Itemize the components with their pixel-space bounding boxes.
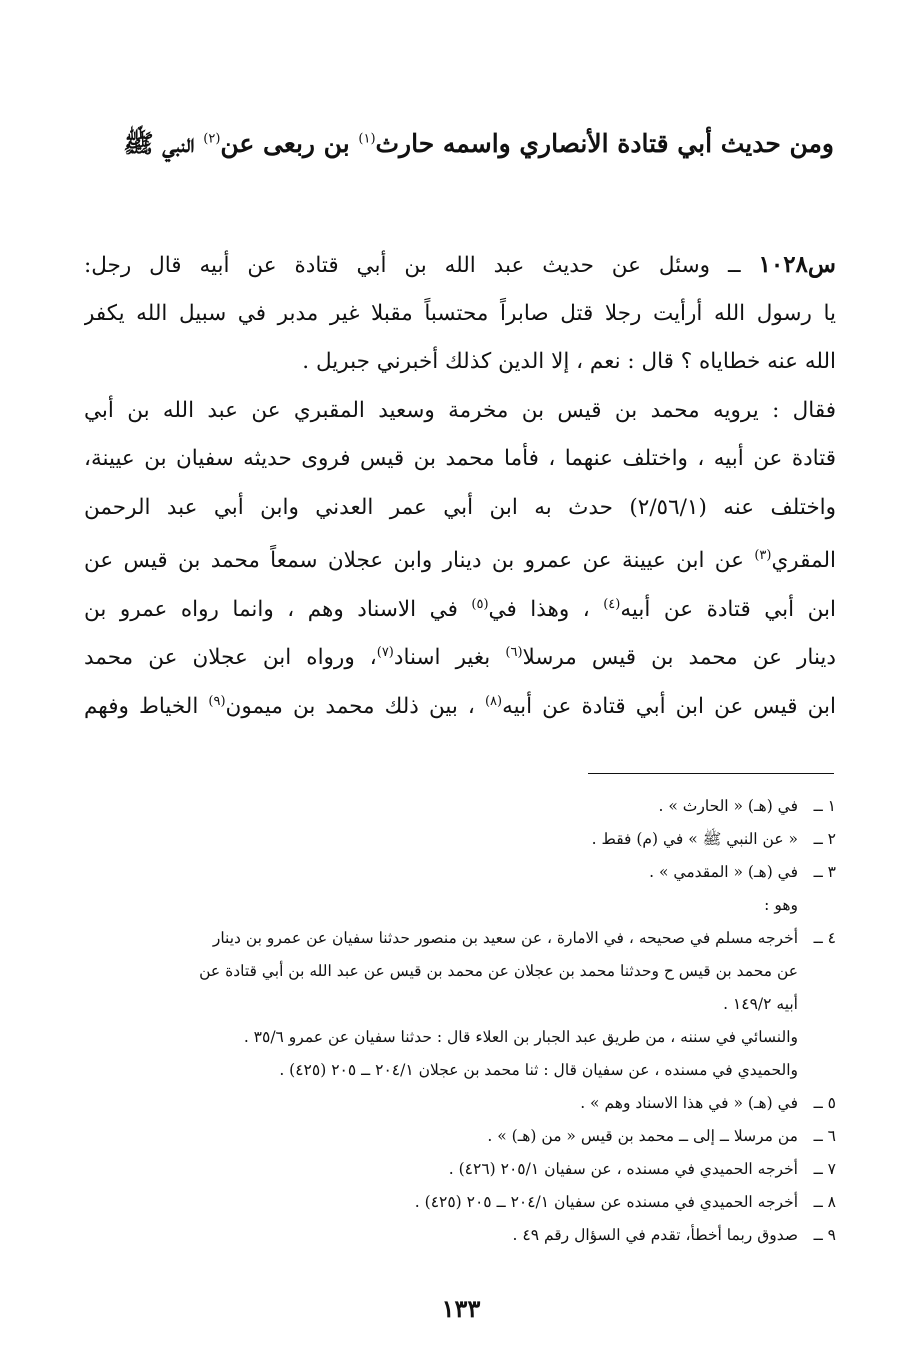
footnote-4 [84,922,836,1087]
text-line-10-b: ، بين ذلك محمد بن ميمون [225,693,485,719]
footnote-text: في (هـ) « في هذا الاسناد وهم » . [580,1094,798,1112]
footnote-number: ٩ ــ [813,1226,836,1244]
footnote-number: ٥ ــ [813,1094,836,1112]
footnote-ref-7: (٧) [376,645,394,660]
text-line-2: يا رسول الله أرأيت رجلا قتل صابراً محتسباً مقبلا غير مدبر في سبيل الله يكفر [84,300,836,326]
text-line-7-a: المقري [771,548,836,574]
text-line-9 [84,629,836,678]
heading-text-2: بن ربعى عن [220,129,359,158]
text-line-4: فقال : يرويه محمد بن قيس بن مخرمة وسعيد المقبري عن عبد الله بن أبي [84,397,836,423]
text-line-8 [84,581,836,630]
footnote-text: في (هـ) « المقدمي » . [649,863,798,881]
footnote-3 [84,856,836,889]
text-line-10-a: ابن قيس عن ابن أبي قتادة عن أبيه [502,693,836,719]
footnote-ref-6: (٦) [505,645,523,660]
footnote-number: ٦ ــ [813,1127,836,1145]
page-number: ١٣٣ [441,1294,481,1323]
text-line-8-a: ابن أبي قتادة عن أبيه [620,596,836,622]
footnote-ref-9: (٩) [208,693,226,709]
footnote-4-line-5: والحميدي في مسنده ، عن سفيان قال : ثنا محمد بن عجلان ٢٠٤/١ ــ ٢٠٥ (٤٢٥) . [279,1061,798,1079]
footnote-1 [84,790,836,823]
footnote-2 [84,823,836,856]
text-line-1-rest: ــ وسئل عن حديث عبد الله بن أبي قتادة عن أبيه قال رجل: [84,253,759,278]
text-line-10 [84,678,836,727]
text-line-5: قتادة عن أبيه ، واختلف عنهما ، فأما محمد بن قيس فروى حديثه سفيان بن عيينة، [84,446,836,471]
footnote-4-line-3: أبيه ١٤٩/٢ . [723,995,798,1013]
question-number: س١٠٢٨ [758,251,836,278]
text-line-9-b: بغير اسناد [393,645,506,671]
footnote-8 [84,1186,836,1219]
footnote-text: أخرجه الحميدي في مسنده ، عن سفيان ٢٠٥/١ (٤٢٦) . [448,1160,798,1178]
footnote-9 [84,1219,836,1252]
footnote-4-line-4: والنسائي في سننه ، من طريق عبد الجبار بن العلاء قال : حدثنا سفيان عن عمرو ٣٥/٦ . [243,1028,798,1046]
text-line-1 [84,241,836,290]
footnote-text: « عن النبي ﷺ » في (م) فقط . [591,830,798,848]
footnote-ref-1: (١) [358,131,376,147]
footnote-5 [84,1087,836,1120]
footnote-number: ٨ ــ [813,1193,836,1211]
footnote-ref-4: (٤) [603,596,621,612]
footnote-3-continuation [84,889,836,922]
section-heading [74,128,834,165]
footnote-number: ٧ ــ [813,1160,836,1178]
text-line-7 [84,532,836,581]
footnote-text: وهو : [764,896,798,914]
text-line-10-c: الخياط وفهم [84,693,209,719]
text-line-9-a: دينار عن محمد بن قيس مرسلا [522,645,836,671]
text-line-8-c: في الاسناد وهم ، وانما رواه عمرو بن [84,596,472,622]
footnote-text: من مرسلا ــ إلى ــ محمد بن قيس « من (هـ) » . [487,1127,798,1145]
text-line-3: الله عنه خطاياه ؟ قال : نعم ، إلا الدين كذلك أخبرني جبريل . [302,349,836,374]
footnote-ref-2: (٢) [203,131,221,147]
footnote-number: ٤ ــ [813,929,836,947]
footnote-4-line-1: أخرجه مسلم في صحيحه ، في الامارة ، عن سعيد بن منصور حدثنا سفيان عن عمرو بن دينار [212,929,798,947]
footnote-ref-8: (٨) [484,693,503,709]
text-line-7-b: عن ابن عيينة عن عمرو بن دينار وابن عجلان سمعاً محمد بن قيس عن [84,548,755,574]
footnote-separator [588,773,834,774]
heading-text-1: ومن حديث أبي قتادة الأنصاري واسمه حارث [375,129,834,158]
footnote-number: ٢ ــ [813,830,836,848]
footnote-number: ١ ــ [813,797,836,815]
footnotes [84,790,836,1252]
footnote-ref-5: (٥) [471,596,489,612]
footnote-6 [84,1120,836,1153]
main-text [84,241,836,726]
text-line-8-b: ، وهذا في [488,596,604,622]
footnote-text: صدوق ربما أخطأ، تقدم في السؤال رقم ٤٩ . [512,1226,798,1244]
footnote-number: ٣ ــ [813,863,836,881]
footnote-4-line-2: عن محمد بن قيس ح وحدثنا محمد بن عجلان عن محمد بن قيس عن عبد الله بن أبي قتادة عن [199,962,798,980]
text-line-6: واختلف عنه (٢/٥٦/١) حدث به ابن أبي عمر العدني وابن أبي عبد الرحمن [84,494,836,520]
footnote-ref-3: (٣) [754,548,772,563]
footnote-text: في (هـ) « الحارث » . [658,797,798,815]
footnote-text [84,922,798,1087]
heading-text-3: النبي ﷺ [123,129,204,158]
footnote-7 [84,1153,836,1186]
text-line-9-c: ، ورواه ابن عجلان عن محمد [84,645,377,671]
footnote-text: أخرجه الحميدي في مسنده عن سفيان ٢٠٤/١ ــ ٢٠٥ (٤٢٥) . [414,1193,798,1211]
